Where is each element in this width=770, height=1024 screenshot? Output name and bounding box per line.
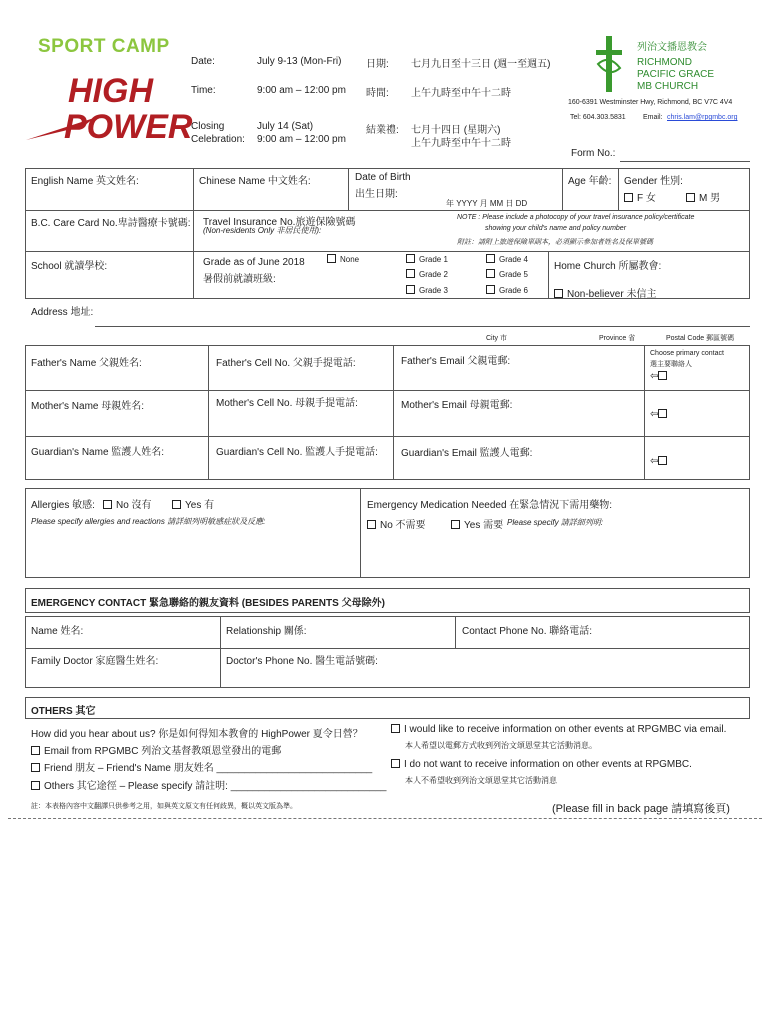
allergies-label: Allergies 敏感: [31, 500, 95, 511]
checkbox-icon[interactable] [327, 254, 336, 263]
date-value: July 9-13 (Mon-Fri) [257, 56, 342, 67]
grade-5-option[interactable]: Grade 5 [486, 269, 528, 279]
date-label: Date: [191, 56, 215, 67]
checkbox-icon[interactable] [31, 763, 40, 772]
dob-zh-label: 出生日期: [355, 189, 398, 200]
others-title-box [25, 697, 750, 719]
time-zh-label: 時間: [366, 88, 389, 99]
checkbox-icon[interactable] [451, 520, 460, 529]
checkbox-icon[interactable] [172, 500, 181, 509]
date-zh-label: 日期: [366, 59, 389, 70]
logo-high-text: HIGH [68, 72, 153, 110]
logo-power-text: POWER [64, 108, 193, 146]
divider [25, 251, 750, 252]
grade-label: Grade as of June 2018 [203, 257, 305, 268]
grade-label-zh: 暑假前就讀班級: [203, 274, 276, 285]
cut-line [8, 818, 762, 819]
divider [644, 345, 645, 480]
checkbox-icon[interactable] [554, 289, 563, 298]
contact-phone-field[interactable]: Contact Phone No. 聯絡電話: [462, 626, 593, 637]
arrow-left-icon: ⇦ [650, 456, 659, 467]
checkbox-icon[interactable] [486, 254, 495, 263]
sport-camp-title: SPORT CAMP [38, 36, 170, 57]
divider [25, 648, 750, 649]
closing-zh-label: 結業禮: [366, 125, 399, 136]
church-name-line3: MB CHURCH [637, 81, 699, 92]
divider [220, 616, 221, 688]
high-power-logo [24, 66, 193, 148]
address-field[interactable] [95, 326, 750, 327]
form-no-field[interactable] [620, 161, 750, 162]
med-no-option[interactable]: No 不需要 [367, 516, 426, 531]
divider [25, 210, 750, 211]
divider [455, 616, 456, 648]
mother-primary-checkbox[interactable] [650, 409, 671, 420]
chinese-name-field[interactable]: Chinese Name 中文姓名: [199, 176, 311, 187]
med-yes-option[interactable]: Yes 需要 [451, 516, 503, 531]
address-label: Address 地址: [31, 307, 94, 318]
closing-zh-date: 七月十四日 (星期六) [411, 125, 501, 136]
checkbox-icon[interactable] [406, 285, 415, 294]
checkbox-icon[interactable] [391, 724, 400, 733]
checkbox-icon[interactable] [31, 781, 40, 790]
allergies-no-option[interactable]: No 沒有 [103, 496, 152, 511]
mother-email-field[interactable]: Mother's Email 母親電郵: [401, 400, 513, 411]
no-receive-info-option[interactable]: I do not want to receive information on other events at RPGMBC. [391, 759, 692, 770]
travel-insurance-field[interactable]: Travel Insurance No.旅遊保險號碼 [203, 217, 356, 228]
checkbox-icon[interactable] [658, 409, 667, 418]
form-no-label: Form No.: [571, 148, 616, 159]
church-name-zh: 列治文播恩教会 [637, 42, 707, 53]
grade-6-option[interactable]: Grade 6 [486, 285, 528, 295]
receive-info-zh: 本人希望以電郵方式收到列治文頌恩堂其它活動消息。 [405, 741, 597, 750]
celebration-label: Celebration: [191, 134, 245, 145]
checkbox-icon[interactable] [103, 500, 112, 509]
no-receive-info-zh: 本人不希望收到列治文頌恩堂其它活動消息 [405, 776, 557, 785]
insurance-note-zh: 附註：請附上旅遊保險單副本，必須顯示參加者姓名及保單號碼 [457, 239, 653, 246]
time-label: Time: [191, 85, 216, 96]
father-email-field[interactable]: Father's Email 父親電郵: [401, 356, 511, 367]
date-zh-value: 七月九日至十三日 (週一至週五) [411, 59, 551, 70]
primary-contact-zh: 選主要聯絡人 [650, 361, 692, 368]
divider [25, 436, 750, 437]
checkbox-icon[interactable] [658, 456, 667, 465]
primary-contact-label: Choose primary contact [650, 350, 724, 357]
med-specify-field[interactable]: Please specify 請詳細列明: [507, 518, 604, 527]
arrow-left-icon: ⇦ [650, 409, 659, 420]
mother-name-field[interactable]: Mother's Name 母親姓名: [31, 401, 145, 412]
emergency-contact-title: EMERGENCY CONTACT 緊急聯絡的親友資料 (BESIDES PARENTS 父母除外) [31, 598, 385, 609]
church-name-line1: RICHMOND [637, 57, 692, 68]
church-email-link[interactable]: chris.lam@rpgmbc.org [667, 114, 738, 121]
hear-friend-option[interactable]: Friend 朋友 – Friend's Name 朋友姓名 ____________________________ [31, 759, 372, 774]
checkbox-icon[interactable] [686, 193, 695, 202]
dob-units[interactable]: 年 YYYY 月 MM 日 DD [446, 199, 528, 208]
grade-4-option[interactable]: Grade 4 [486, 254, 528, 264]
gender-female-option[interactable]: F 女 [624, 189, 656, 204]
guardian-email-field[interactable]: Guardian's Email 監護人電郵: [401, 448, 533, 459]
allergy-specify-field[interactable]: Please specify allergies and reactions 請詳細列明敏感症狀及反應: [31, 517, 266, 526]
doctor-phone-field[interactable]: Doctor's Phone No. 醫生電話號碼: [226, 656, 378, 667]
hear-email-option[interactable]: Email from RPGMBC 列治文基督教頌恩堂發出的電郵 [31, 742, 281, 757]
divider [193, 168, 194, 299]
father-name-field[interactable]: Father's Name 父親姓名: [31, 358, 142, 369]
church-name-line2: PACIFIC GRACE [637, 69, 715, 80]
non-believer-option[interactable]: Non-believer 未信主 [554, 285, 656, 300]
family-doctor-field[interactable]: Family Doctor 家庭醫生姓名: [31, 656, 159, 667]
checkbox-icon[interactable] [367, 520, 376, 529]
arrow-left-icon: ⇦ [650, 371, 659, 382]
english-name-field[interactable]: English Name 英文姓名: [31, 176, 139, 187]
time-zh-value: 上午九時至中午十二時 [411, 88, 511, 99]
divider [548, 251, 549, 299]
checkbox-icon[interactable] [406, 254, 415, 263]
checkbox-icon[interactable] [486, 285, 495, 294]
school-field[interactable]: School 就讀學校: [31, 261, 108, 272]
church-cross-icon [594, 34, 624, 94]
checkbox-icon[interactable] [658, 371, 667, 380]
closing-date: July 14 (Sat) [257, 121, 314, 132]
insurance-note-line2: showing your child's name and policy number [485, 225, 627, 232]
relationship-field[interactable]: Relationship 關係: [226, 626, 307, 637]
others-title: OTHERS 其它 [31, 706, 96, 717]
allergies-yes-option[interactable]: Yes 有 [172, 496, 214, 511]
time-value: 9:00 am – 12:00 pm [257, 85, 346, 96]
closing-label: Closing [191, 121, 225, 132]
gender-label: Gender 性別: [624, 176, 683, 187]
home-church-field[interactable]: Home Church 所屬教會: [554, 261, 662, 272]
care-card-field[interactable]: B.C. Care Card No.卑詩醫療卡號碼: [31, 218, 191, 229]
church-email-label: Email: [643, 114, 663, 121]
grade-2-option[interactable]: Grade 2 [406, 269, 448, 279]
insurance-note-line1: NOTE : Please include a photocopy of your travel insurance policy/certificate [457, 214, 695, 221]
fill-back-page-note: (Please fill in back page 請填寫後頁) [552, 803, 730, 815]
church-tel: Tel: 604.303.5831 [570, 114, 626, 121]
church-address: 160-6391 Westminster Hwy, Richmond, BC V7C 4V4 [568, 99, 733, 106]
father-cell-field[interactable]: Father's Cell No. 父親手提電話: [216, 358, 356, 369]
guardian-cell-field[interactable]: Guardian's Cell No. 監護人手提電話: [216, 447, 378, 458]
guardian-primary-checkbox[interactable] [650, 456, 671, 467]
divider [208, 345, 209, 480]
hear-about-question: How did you hear about us? 你是如何得知本教會的 HighPower 夏令日營？ [31, 729, 363, 740]
divider [618, 168, 619, 210]
translation-footnote: 註：本表格內容中文翻譯只供參考之用，如與英文原文有任何歧異，概以英文版為準。 [31, 803, 297, 810]
emergency-med-label: Emergency Medication Needed 在緊急情況下需用藥物: [367, 500, 613, 511]
dob-label: Date of Birth [355, 172, 411, 183]
closing-zh-time: 上午九時至中午十二時 [411, 138, 511, 149]
divider [360, 488, 361, 578]
travel-insurance-note: (Non-residents Only 非居民使用): [203, 226, 322, 235]
checkbox-icon[interactable] [406, 269, 415, 278]
postal-code-label: Postal Code 郵區號碼 [666, 335, 735, 342]
divider [393, 345, 394, 480]
guardian-name-field[interactable]: Guardian's Name 監護人姓名: [31, 447, 165, 458]
hear-others-option[interactable]: Others 其它途徑 – Please specify 請註明: ____________________________ [31, 777, 386, 792]
emergency-name-field[interactable]: Name 姓名: [31, 626, 84, 637]
mother-cell-field[interactable]: Mother's Cell No. 母親手提電話: [216, 398, 358, 409]
divider [562, 168, 563, 210]
grade-1-option[interactable]: Grade 1 [406, 254, 448, 264]
divider [25, 390, 750, 391]
receive-info-option[interactable]: I would like to receive information on other events at RPGMBC via email. [391, 724, 726, 735]
closing-time: 9:00 am – 12:00 pm [257, 134, 346, 145]
checkbox-icon[interactable] [486, 269, 495, 278]
gender-male-option[interactable]: M 男 [686, 189, 720, 204]
grade-3-option[interactable]: Grade 3 [406, 285, 448, 295]
city-label: City 市 [486, 335, 507, 342]
province-label: Province 省 [599, 335, 636, 342]
age-field[interactable]: Age 年齡: [568, 176, 612, 187]
father-primary-checkbox[interactable] [650, 371, 671, 382]
divider [348, 168, 349, 210]
checkbox-icon[interactable] [31, 746, 40, 755]
grade-none-option[interactable]: None [327, 254, 359, 264]
checkbox-icon[interactable] [391, 759, 400, 768]
checkbox-icon[interactable] [624, 193, 633, 202]
